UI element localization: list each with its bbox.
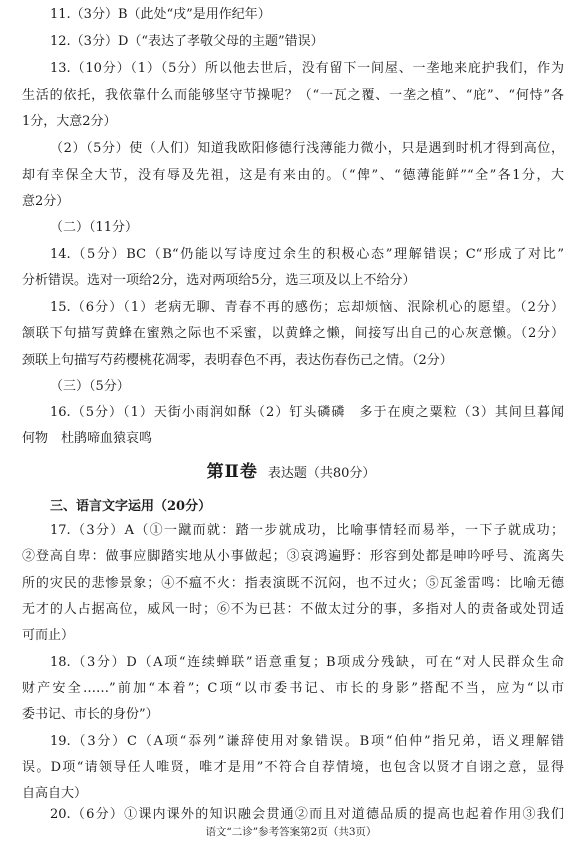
answer-12: 12.（3分）D（“表达了孝敬父母的主题”错误） xyxy=(50,34,324,49)
answer-15-line-2: 颔联下句描写黄蜂在蜜熟之际也不采蜜，以黄蜂之懒，间接写出自己的心灰意懒。（2分） xyxy=(22,326,564,341)
answer-17-line-2: ②登高自卑：做事应脚踏实地从小事做起；③哀鸿遍野：形容到处都是呻吟呼号、流离失 xyxy=(22,549,564,564)
answer-13-line-1: 13.（10分）（1）（5分）所以他去世后，没有留下一间屋、一垄地来庇护我们，作为 xyxy=(50,61,564,76)
answer-15-line-1: 15.（6分）（1）老病无聊、青春不再的感伤；忘却烦恼、泯除机心的愿望。（2分） xyxy=(50,300,564,315)
answer-19-line-3: 自高自大） xyxy=(22,786,88,801)
subsection-2: （二）（11分） xyxy=(50,220,139,235)
part-2-heading xyxy=(0,457,582,482)
answer-19-line-2: 误。D项“请领导任人唯贤，唯才是用”不符合自荐情境，也包含以贤才自诩之意，显得 xyxy=(22,760,564,775)
answer-19-line-1: 19.（3分）C（A项“忝列”谦辞使用对象错误。B项“伯仲”指兄弟，语义理解错 xyxy=(50,734,564,749)
answer-17-line-4: 无才的人占据高位，威风一时；⑥不为已甚：不做太过分的事，多指对人的责备或处罚适 xyxy=(22,602,564,617)
answer-17-line-1: 17.（3分）A（①一蹴而就：踏一步就成功，比喻事情轻而易举，一下子就成功； xyxy=(50,523,564,538)
part-2-title: 第Ⅱ卷 xyxy=(206,462,258,482)
answer-14-line-1: 14.（5分）BC（B“仍能以写诗度过余生的积极心态”理解错误；C“形成了对比” xyxy=(50,247,564,262)
answer-17-line-5: 可而止） xyxy=(22,628,75,643)
answer-13-line-3: 1分，大意2分） xyxy=(22,114,117,129)
answer-11: 11.（3分）B（此处“戌”是用作纪年） xyxy=(50,7,271,22)
answer-16-line-2: 何物 杜鹃啼血猿哀鸣 xyxy=(22,431,153,446)
answer-13-part-2-line-3: 意2分） xyxy=(22,194,70,209)
subsection-3: （三）（5分） xyxy=(50,379,130,394)
answer-13-part-2-line-1: （2）（5分）使（人们）知道我欧阳修德行浅薄能力微小，只是遇到时机才得到高位， xyxy=(50,141,564,156)
section-title: 三、语言文字运用（20分） xyxy=(50,499,212,514)
answer-13-line-2: 生活的依托，我依靠什么而能够坚守节操呢？（“一瓦之覆、一垄之植”、“庇”、“何恃”各 xyxy=(22,88,564,103)
page-footer: 语文“二诊”参考答案第2页（共3页） xyxy=(205,826,377,838)
answer-18-line-3: 委书记、市长的身份”） xyxy=(22,707,159,722)
answer-15-line-3: 颈联上句描写芍药樱桃花凋零，表明春色不再，表达伤春伤己之情。（2分） xyxy=(22,353,453,368)
answer-18-line-2: 财产安全……”前加“本着”；C项“以市委书记、市长的身影”搭配不当，应为“以市 xyxy=(22,681,564,696)
answer-16-line-1: 16.（5分）（1）天街小雨润如酥（2）钉头磷磷 多于在庾之粟粒（3）其间旦暮闻 xyxy=(50,405,564,420)
answer-13-part-2-line-2: 却有幸保全大节，没有辱及先祖，这是有来由的。（“俾”、“德薄能鲜”“全”各1分，大 xyxy=(22,168,564,183)
answer-17-line-3: 所的灾民的悲惨景象；④不瘟不火：指表演既不沉闷，也不过火；⑤瓦釜雷鸣：比喻无德 xyxy=(22,576,564,591)
part-2-subtitle: 表达题（共80分） xyxy=(267,466,376,481)
answer-14-line-2: 分析错误。选对一项给2分，选对两项给5分，选三项及以上不给分） xyxy=(22,273,416,288)
answer-18-line-1: 18.（3分）D（A项“连续蝉联”语意重复；B项成分残缺，可在“对人民群众生命 xyxy=(50,655,564,670)
answer-20-line-1: 20.（6分）①课内课外的知识融会贯通②而且对道德品质的提高也起着作用③我们 xyxy=(50,807,564,822)
